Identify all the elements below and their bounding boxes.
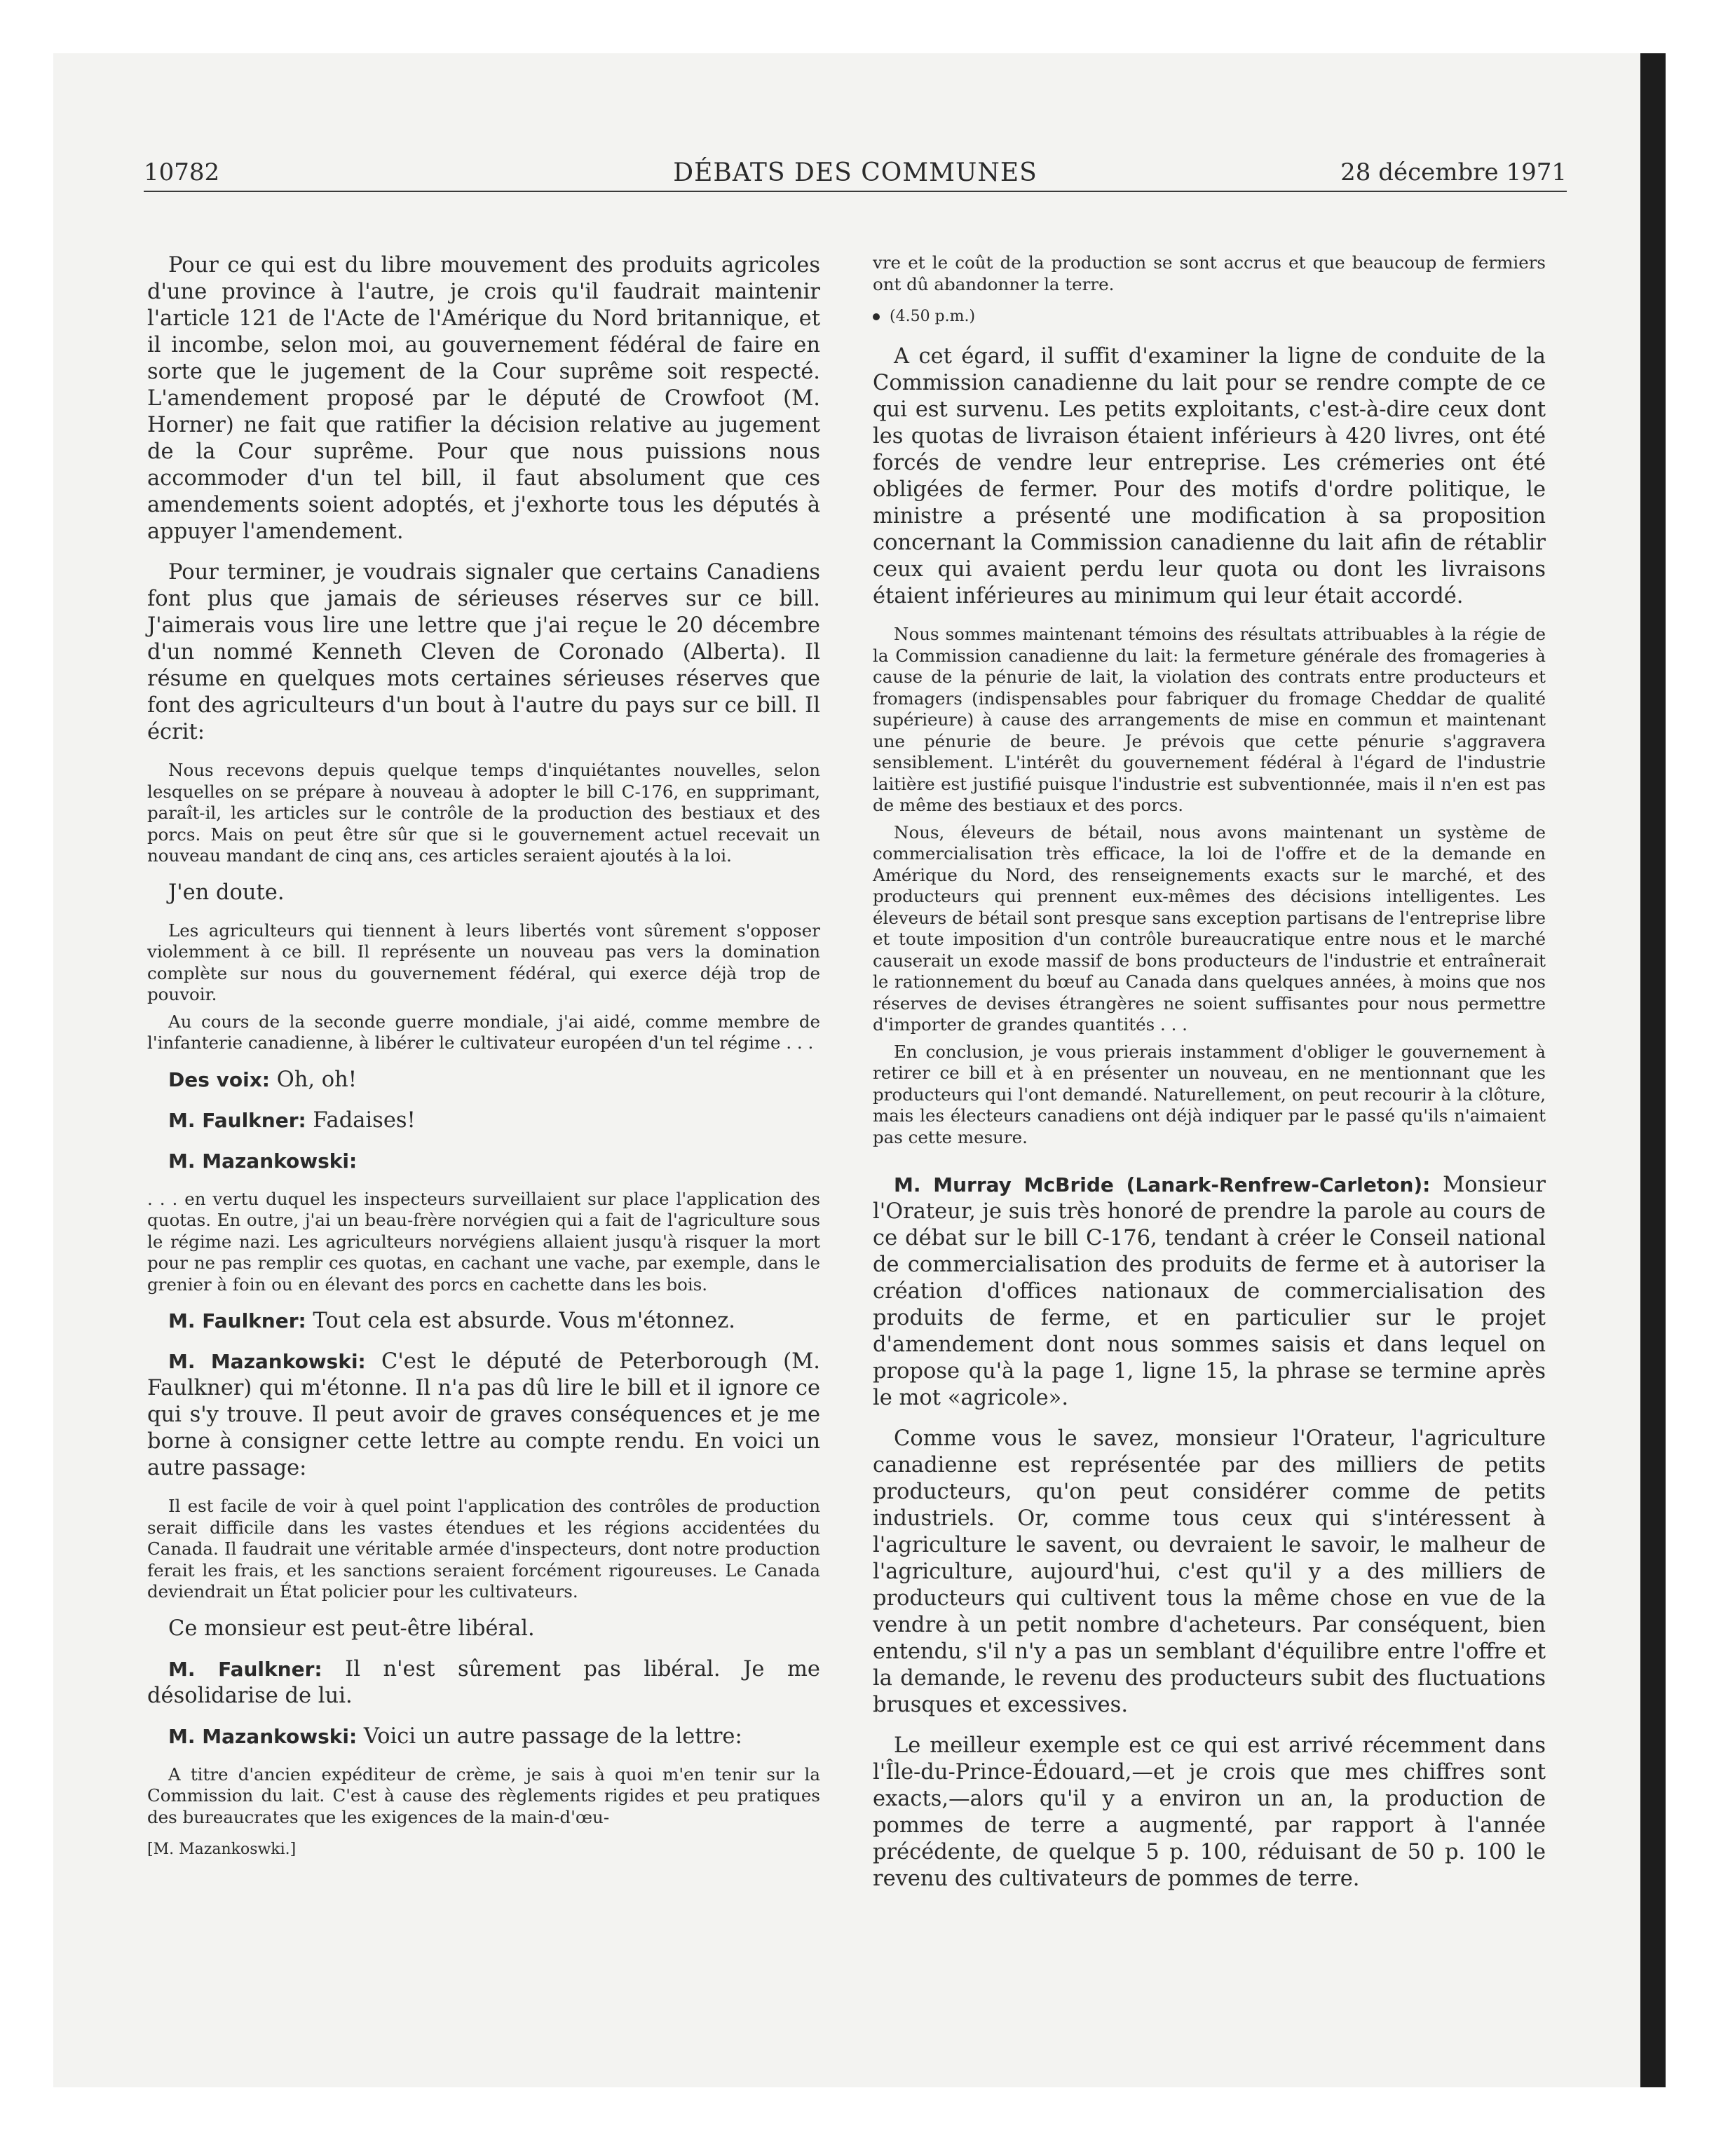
bullet-icon xyxy=(873,313,880,320)
quoted-letter: Les agriculteurs qui tiennent à leurs libertés vont sûrement s'opposer violemment à ce bill. Il représente un nouveau pas vers la domination complète sur nous du gouvernement fédéral, qui exerce déjà trop de pouvoir. xyxy=(147,920,820,1004)
speech-text: C'est le député de Peterborough (M. Faulkner) qui m'étonne. Il n'a pas dû lire le bill et il ignore ce qui s'y trouve. Il peut avoir de graves conséquences et je me borne à consigner cette lettre au compte rendu. En voici un autre passage: xyxy=(147,1349,820,1480)
speech-line xyxy=(147,1656,820,1710)
speech-text: Oh, oh! xyxy=(276,1067,358,1092)
quoted-letter: Nous recevons depuis quelque temps d'inquiétantes nouvelles, selon lesquelles on se prépare à nouveau à adopter le bill C-176, en supprimant, paraît-il, les articles sur le contrôle de la production des bestiaux et des porcs. Mais on peut être sûr que si le gouvernement actuel recevait un nouveau mandant de cinq ans, ces articles seraient ajoutés à la loi. xyxy=(147,760,820,866)
quoted-letter: En conclusion, je vous prierais instamment d'obliger le gouvernement à retirer ce bill et à en présenter un nouveau, en ne mentionnant que les producteurs qui l'ont demandé. Naturellement, on peut recourir à la clôture, mais les électeurs canadiens ont déjà indiquer par le passé qu'ils n'aimaient pas cette mesure. xyxy=(873,1041,1546,1147)
speech-line xyxy=(147,1308,820,1335)
scan-edge-bar xyxy=(1640,53,1666,2087)
quoted-letter: . . . en vertu duquel les inspecteurs surveillaient sur place l'application des quotas. En outre, j'ai un beau-frère norvégien qui a fait de l'agriculture sous le régime nazi. Les agriculteurs norvégiens allaient jusqu'à risquer la mort pour ne pas remplir ces quotas, en cachant une vache, par exemple, dans le grenier à foin ou en élevant des porcs en cachette dans les bois. xyxy=(147,1188,820,1295)
speech-line xyxy=(147,1067,820,1093)
speaker-name: M. Murray McBride (Lanark-Renfrew-Carleton): xyxy=(894,1173,1431,1196)
page-date: 28 décembre 1971 xyxy=(1340,158,1567,186)
speaker-name: M. Faulkner: xyxy=(168,1309,306,1332)
time-text: (4.50 p.m.) xyxy=(890,308,976,325)
page-number: 10782 xyxy=(144,158,220,186)
speaker-name: M. Mazankowski: xyxy=(168,1350,366,1373)
paragraph: J'en doute. xyxy=(168,880,285,905)
paragraph: Pour terminer, je voudrais signaler que certains Canadiens font plus que jamais de sérieuses réserves sur ce bill. J'aimerais vous lire une lettre que j'ai reçue le 20 décembre d'un nommé Kenneth Cleven de Coronado (Alberta). Il résume en quelques mots certaines sérieuses réserves que font des agriculteurs d'un bout à l'autre du pays sur ce bill. Il écrit: xyxy=(147,560,820,744)
speaker-name: Des voix: xyxy=(168,1067,270,1091)
speaker-signoff: [M. Mazankoswki.] xyxy=(147,1841,297,1858)
paragraph: A cet égard, il suffit d'examiner la ligne de conduite de la Commission canadienne du lait pour se rendre compte de ce qui est survenu. Les petits exploitants, c'est-à-dire ceux dont les quotas de livraison étaient inférieurs à 420 livres, ont été forcés de vendre leur entreprise. Les crémeries ont été obligées de fermer. Pour des motifs d'ordre politique, le ministre a présenté une modification à sa proposition concernant la Commission canadienne du lait afin de rétablir ceux qui avaient perdu leur quota ou dont les livraisons étaient inférieures au minimum qui leur était accordé. xyxy=(873,344,1546,608)
publication-title: DÉBATS DES COMMUNES xyxy=(673,158,1037,187)
paragraph: Pour ce qui est du libre mouvement des produits agricoles d'une province à l'autre, je crois qu'il faudrait maintenir l'article 121 de l'Acte de l'Amérique du Nord britannique, et il incombe, selon moi, au gouvernement fédéral de faire en sorte que le jugement de la Cour suprême soit respecté. L'amendement proposé par le député de Crowfoot (M. Horner) ne fait que ratifier la décision relative au jugement de la Cour suprême. Pour que nous puissions nous accommoder d'un tel bill, il faut absolument que ces amendements soient adoptés, et j'exhorte tous les députés à appuyer l'amendement. xyxy=(147,253,820,544)
paragraph: Ce monsieur est peut-être libéral. xyxy=(168,1616,535,1641)
time-stamp xyxy=(873,308,1546,325)
speech-text: Fadaises! xyxy=(313,1107,416,1133)
quoted-letter: vre et le coût de la production se sont accrus et que beaucoup de fermiers ont dû abandonner la terre. xyxy=(873,252,1546,294)
speaker-name: M. Mazankowski: xyxy=(168,1724,358,1748)
speech-text: Monsieur l'Orateur, je suis très honoré de prendre la parole au cours de ce débat sur le bill C-176, tendant à créer le Conseil national de commercialisation des produits de ferme et à autoriser la création d'offices nationaux de commercialisation des produits de ferme, et en particulier sur le projet d'amendement dont nous sommes saisis et dans lequel on propose qu'à la page 1, ligne 15, la phrase se termine après le mot «agricole». xyxy=(873,1173,1546,1410)
speech-line xyxy=(147,1107,820,1134)
quoted-letter: Il est facile de voir à quel point l'application des contrôles de production serait difficile dans les vastes étendues et les régions accidentées du Canada. Il faudrait une véritable armée d'inspecteurs, dont notre production ferait les frais, et les sanctions seraient forcément rigoureuses. Le Canada deviendrait un État policier pour les cultivateurs. xyxy=(147,1496,820,1602)
speaker-name: M. Faulkner: xyxy=(168,1108,306,1132)
speech-text: Voici un autre passage de la lettre: xyxy=(363,1724,742,1749)
left-column xyxy=(147,252,820,1858)
paragraph: Comme vous le savez, monsieur l'Orateur, l'agriculture canadienne est représentée par des milliers de petits producteurs, qu'on peut considérer comme de petits industriels. Or, comme tous ceux qui s'intéressent à l'agriculture le savent, ou devraient le savoir, le malheur de l'agriculture, aujourd'hui, c'est qu'il y a des milliers de producteurs qui cultivent tous la même chose en vue de la vendre à un petit nombre d'acheteurs. Par conséquent, bien entendu, s'il n'y a pas un semblant d'équilibre entre l'offre et la demande, le revenu des producteurs subit des fluctuations brusques et excessives. xyxy=(873,1426,1546,1717)
quoted-letter: Nous sommes maintenant témoins des résultats attribuables à la régie de la Commission canadienne du lait: la fermeture générale des fromageries à cause de la pénurie de lait, la violation des contrats entre producteurs et fromagers (indispensables pour fabriquer du fromage Cheddar de qualité supérieure) à cause des arrangements de mise en commun et maintenant une pénurie de beure. Je prévois que cette pénurie s'aggravera sensiblement. L'intérêt du gouvernement fédéral à l'égard de l'industrie laitière est justifié puisque l'industrie est subventionnée, mais il n'en est pas de même des bestiaux et des porcs. xyxy=(873,624,1546,815)
quoted-letter: A titre d'ancien expéditeur de crème, je sais à quoi m'en tenir sur la Commission du lait. C'est à cause des règlements rigides et peu pratiques des bureaucrates que les exigences de la main-d'œu- xyxy=(147,1763,820,1827)
right-column xyxy=(873,252,1546,1906)
speaker-name: M. Mazankowski: xyxy=(168,1149,358,1173)
quoted-letter: Nous, éleveurs de bétail, nous avons maintenant un système de commercialisation très efficace, la loi de l'offre et de la demande en Amérique du Nord, des renseignements exacts sur le marché, et des producteurs qui prennent eux-mêmes des décisions intelligentes. Les éleveurs de bétail sont presque sans exception partisans de l'entreprise libre et toute imposition d'un contrôle bureaucratique entre nous et le marché causerait un exode massif de bons producteurs de l'industrie et entraînerait le rationnement du bœuf au Canada dans quelques années, à moins que nos réserves de devises étrangères ne soient suffisantes pour nous permettre d'importer de grandes quantités . . . xyxy=(873,821,1546,1035)
speech-text: Tout cela est absurde. Vous m'étonnez. xyxy=(313,1309,735,1333)
paragraph: Le meilleur exemple est ce qui est arrivé récemment dans l'Île-du-Prince-Édouard,—et je crois que mes chiffres sont exacts,—alors qu'il y a environ un an, la production de pommes de terre a augmenté, par rapport à l'année précédente, de quelque 5 p. 100, réduisant de 50 p. 100 le revenu des cultivateurs de pommes de terre. xyxy=(873,1733,1546,1891)
speech-text: Il n'est sûrement pas libéral. Je me désolidarise de lui. xyxy=(147,1656,820,1708)
speaker-name: M. Faulkner: xyxy=(168,1657,322,1681)
page-header xyxy=(144,158,1567,192)
speech-line xyxy=(147,1724,820,1750)
quoted-letter: Au cours de la seconde guerre mondiale, j'ai aidé, comme membre de l'infanterie canadienne, à libérer le cultivateur européen d'un tel régime . . . xyxy=(147,1011,820,1053)
speech-line xyxy=(873,1172,1546,1412)
speech-line xyxy=(147,1148,820,1175)
speech-line xyxy=(147,1349,820,1482)
